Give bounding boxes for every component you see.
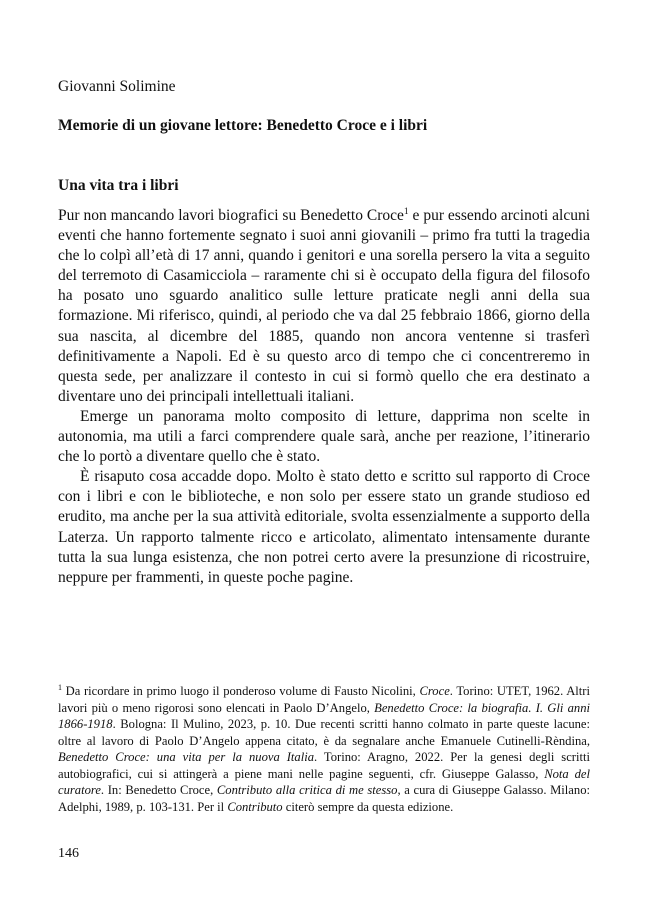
footnote-text: , a cura di Giuseppe Galasso. Milano: Adelphi, 1989, p. 103-131. Per il	[58, 783, 590, 814]
footnote-citation-title: Contributo	[227, 799, 283, 814]
footnote-citation-title: Contributo alla critica di me stesso	[216, 783, 398, 797]
section-heading: Una vita tra i libri	[58, 177, 179, 194]
footnote-text: Da ricordare in primo luogo il ponderoso volume di Fausto Nicolini,	[62, 684, 420, 698]
footnote-citation-title: Nota del curatore	[58, 766, 590, 797]
paragraph-2: Emerge un panorama molto composito di letture, dapprima non scelte in autonomia, ma utili a farci comprendere quale sarà, anche per reazione, l’itinerario che lo portò a diventare quello che è stato.	[58, 407, 590, 466]
footnote-citation-title: Benedetto Croce: una vita per la nuova Italia	[58, 750, 315, 764]
paragraph-1-rest: e pur essendo arcinoti alcuni eventi che hanno fortemente segnato i suoi anni giovanili – primo fra tutti la tragedia che lo colpì all’età di 17 anni, quando i genitori e una sorella persero la vita a seguito del terremoto di Casamicciola – raramente chi si è occupato della figura del filosofo ha posato uno sguardo analitico sulle letture praticate negli anni della sua formazione. Mi riferisco, quindi, al periodo che va dal 25 febbraio 1866, giorno della sua nascita, al dicembre del 1885, quando non ancora ventenne si trasferì definitivamente a Napoli. Ed è su questo arco di tempo che ci concentreremo in questa sede, per analizzare il contesto in cui si formò quello che era destinato a diventare uno dei principali intellettuali italiani.	[58, 207, 591, 405]
body-text	[58, 206, 590, 588]
chapter-title: Memorie di un giovane lettore: Benedetto Croce e i libri	[58, 117, 428, 134]
footnote-text: . Torino: Aragno, 2022. Per la genesi degli scritti autobiografici, cui si attingerà a piene mani nelle pagine seguenti, cfr. Giuseppe Galasso,	[58, 750, 590, 781]
paragraph-1	[58, 206, 590, 407]
page-number: 146	[58, 846, 79, 861]
footnote-citation-title: Benedetto Croce: la biografia. I. Gli anni 1866-1918	[58, 700, 590, 731]
footnote-text: . In: Benedetto Croce,	[100, 783, 217, 797]
footnote-reference[interactable]: 1	[403, 207, 409, 217]
footnote-text: citerò sempre da questa edizione.	[282, 799, 454, 814]
footnote-citation-title: Croce	[419, 684, 450, 698]
footnote-number: 1	[58, 683, 62, 692]
paragraph-1-start: Pur non mancando lavori biografici su Benedetto Croce	[58, 207, 404, 224]
chapter-author: Giovanni Solimine	[58, 78, 176, 95]
footnote-text: . Torino: UTET, 1962. Altri lavori più o meno rigorosi sono elencati in Paolo D’Angelo,	[58, 684, 590, 715]
footnote-text: . Bologna: Il Mulino, 2023, p. 10. Due recenti scritti hanno colmato in parte queste lacune: oltre al lavoro di Paolo D’Angelo appena citato, è da segnalare anche Emanuele Cutinelli-Rèndina,	[58, 717, 590, 748]
paragraph-3: È risaputo cosa accadde dopo. Molto è stato detto e scritto sul rapporto di Croce con i libri e con le biblioteche, e non solo per essere stato un grande studioso ed erudito, ma anche per la sua attività editoriale, svolta essenzialmente a supporto della Laterza. Un rapporto talmente ricco e articolato, alimentato intensamente durante tutta la sua lunga esistenza, che non potrei certo avere la presunzione di ricostruire, neppure per frammenti, in queste poche pagine.	[58, 468, 590, 586]
footnote-1	[58, 683, 590, 815]
